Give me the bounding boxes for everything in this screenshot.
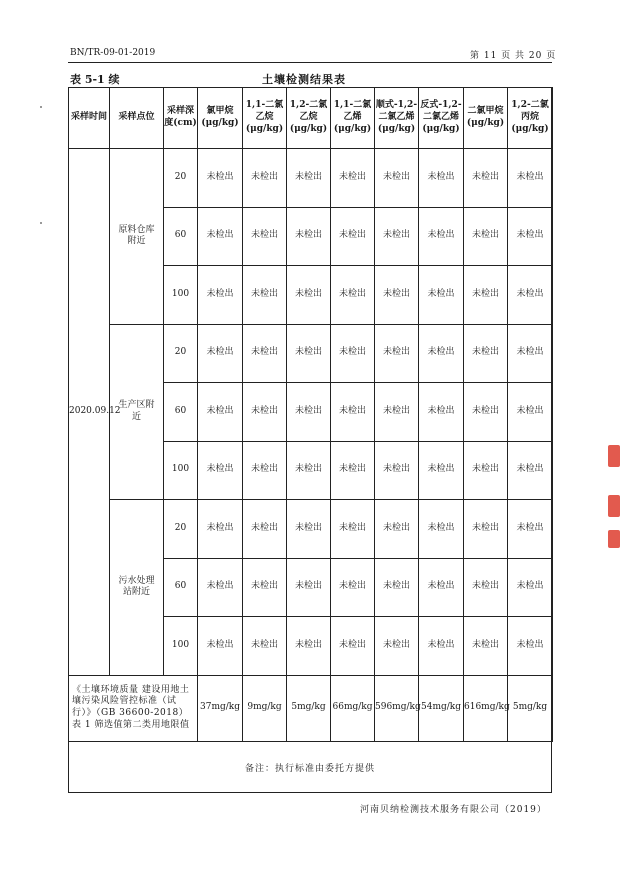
result-cell: 未检出	[419, 383, 464, 442]
result-cell: 未检出	[375, 207, 419, 266]
result-cell: 未检出	[331, 500, 375, 559]
result-cell: 未检出	[464, 266, 508, 325]
result-cell: 未检出	[464, 558, 508, 617]
result-cell: 未检出	[375, 383, 419, 442]
result-cell: 未检出	[287, 500, 331, 559]
column-header: 二氯甲烷(μg/kg)	[464, 88, 508, 149]
result-cell: 未检出	[375, 558, 419, 617]
seal-fragment	[608, 445, 620, 467]
column-header: 1,2-二氯丙烷(μg/kg)	[508, 88, 553, 149]
column-header: 采样点位	[110, 88, 164, 149]
result-cell: 未检出	[287, 266, 331, 325]
result-cell: 未检出	[243, 149, 287, 208]
depth-cell: 20	[164, 500, 198, 559]
results-table	[68, 87, 553, 742]
standard-row	[69, 675, 553, 741]
column-header: 采样深度(cm)	[164, 88, 198, 149]
result-cell: 未检出	[287, 207, 331, 266]
limit-cell: 5mg/kg	[287, 675, 331, 741]
table-row	[69, 500, 553, 559]
result-cell: 未检出	[287, 617, 331, 676]
table-title: 土壤检测结果表	[262, 73, 346, 86]
column-header: 顺式-1,2-二氯乙烯(μg/kg)	[375, 88, 419, 149]
result-cell: 未检出	[243, 441, 287, 500]
result-cell: 未检出	[198, 207, 243, 266]
result-cell: 未检出	[375, 617, 419, 676]
sampling-site: 生产区附近	[110, 324, 164, 500]
document-number: BN/TR-09-01-2019	[70, 48, 156, 58]
limit-cell: 54mg/kg	[419, 675, 464, 741]
result-cell: 未检出	[419, 441, 464, 500]
limit-cell: 66mg/kg	[331, 675, 375, 741]
depth-cell: 100	[164, 266, 198, 325]
result-cell: 未检出	[464, 441, 508, 500]
limit-cell: 5mg/kg	[508, 675, 553, 741]
column-header: 氯甲烷(μg/kg)	[198, 88, 243, 149]
result-cell: 未检出	[198, 149, 243, 208]
table-row	[69, 324, 553, 383]
result-cell: 未检出	[375, 324, 419, 383]
result-cell: 未检出	[198, 558, 243, 617]
sampling-site: 原料仓库附近	[110, 149, 164, 325]
result-cell: 未检出	[508, 617, 553, 676]
result-cell: 未检出	[331, 383, 375, 442]
column-header: 采样时间	[69, 88, 110, 149]
result-cell: 未检出	[375, 441, 419, 500]
result-cell: 未检出	[419, 558, 464, 617]
result-cell: 未检出	[287, 324, 331, 383]
result-cell: 未检出	[419, 266, 464, 325]
result-cell: 未检出	[508, 266, 553, 325]
limit-cell: 616mg/kg	[464, 675, 508, 741]
result-cell: 未检出	[508, 500, 553, 559]
page-indicator: 第 11 页 共 20 页	[470, 51, 557, 61]
depth-cell: 100	[164, 441, 198, 500]
result-cell: 未检出	[243, 383, 287, 442]
seal-fragment	[608, 495, 620, 517]
result-cell: 未检出	[331, 324, 375, 383]
result-cell: 未检出	[419, 500, 464, 559]
result-cell: 未检出	[419, 207, 464, 266]
result-cell: 未检出	[331, 207, 375, 266]
result-cell: 未检出	[464, 617, 508, 676]
result-cell: 未检出	[464, 149, 508, 208]
result-cell: 未检出	[508, 383, 553, 442]
result-cell: 未检出	[243, 617, 287, 676]
column-header: 反式-1,2-二氯乙烯(μg/kg)	[419, 88, 464, 149]
result-cell: 未检出	[464, 383, 508, 442]
result-cell: 未检出	[331, 617, 375, 676]
sampling-site: 污水处理站附近	[110, 500, 164, 676]
result-cell: 未检出	[198, 324, 243, 383]
result-cell: 未检出	[198, 500, 243, 559]
result-cell: 未检出	[375, 149, 419, 208]
result-cell: 未检出	[508, 324, 553, 383]
depth-cell: 20	[164, 149, 198, 208]
result-cell: 未检出	[243, 558, 287, 617]
result-cell: 未检出	[331, 149, 375, 208]
result-cell: 未检出	[287, 558, 331, 617]
seal-fragment	[608, 530, 620, 548]
result-cell: 未检出	[508, 149, 553, 208]
depth-cell: 60	[164, 383, 198, 442]
result-cell: 未检出	[198, 383, 243, 442]
depth-cell: 60	[164, 558, 198, 617]
column-header: 1,2-二氯乙烷(μg/kg)	[287, 88, 331, 149]
result-cell: 未检出	[243, 500, 287, 559]
standard-label: 《土壤环境质量 建设用地土壤污染风险管控标准（试行）》（GB 36600-2018）表 1 筛选值第二类用地限值	[69, 675, 198, 741]
result-cell: 未检出	[243, 266, 287, 325]
result-cell: 未检出	[287, 383, 331, 442]
result-cell: 未检出	[464, 207, 508, 266]
header-rule	[68, 62, 552, 63]
table-label: 表 5-1 续	[70, 73, 120, 86]
column-header: 1,1-二氯乙烯(μg/kg)	[331, 88, 375, 149]
result-cell: 未检出	[375, 500, 419, 559]
result-cell: 未检出	[419, 149, 464, 208]
header-row	[69, 88, 553, 149]
result-cell: 未检出	[375, 266, 419, 325]
result-cell: 未检出	[243, 324, 287, 383]
result-cell: 未检出	[331, 441, 375, 500]
result-cell: 未检出	[198, 441, 243, 500]
table-row	[69, 149, 553, 208]
company-footer: 河南贝纳检测技术服务有限公司（2019）	[360, 805, 547, 815]
result-cell: 未检出	[419, 617, 464, 676]
depth-cell: 60	[164, 207, 198, 266]
result-cell: 未检出	[243, 207, 287, 266]
limit-cell: 596mg/kg	[375, 675, 419, 741]
limit-cell: 9mg/kg	[243, 675, 287, 741]
limit-cell: 37mg/kg	[198, 675, 243, 741]
result-cell: 未检出	[508, 207, 553, 266]
depth-cell: 100	[164, 617, 198, 676]
depth-cell: 20	[164, 324, 198, 383]
result-cell: 未检出	[331, 266, 375, 325]
scan-speck	[40, 106, 42, 108]
result-cell: 未检出	[287, 441, 331, 500]
result-cell: 未检出	[331, 558, 375, 617]
result-cell: 未检出	[419, 324, 464, 383]
result-cell: 未检出	[464, 324, 508, 383]
sampling-time: 2020.09.12	[69, 149, 110, 676]
result-cell: 未检出	[508, 558, 553, 617]
remark: 备注：执行标准由委托方提供	[244, 764, 375, 774]
result-cell: 未检出	[198, 617, 243, 676]
result-cell: 未检出	[198, 266, 243, 325]
scan-speck	[40, 222, 42, 224]
result-cell: 未检出	[287, 149, 331, 208]
result-cell: 未检出	[464, 500, 508, 559]
column-header: 1,1-二氯乙烷(μg/kg)	[243, 88, 287, 149]
result-cell: 未检出	[508, 441, 553, 500]
